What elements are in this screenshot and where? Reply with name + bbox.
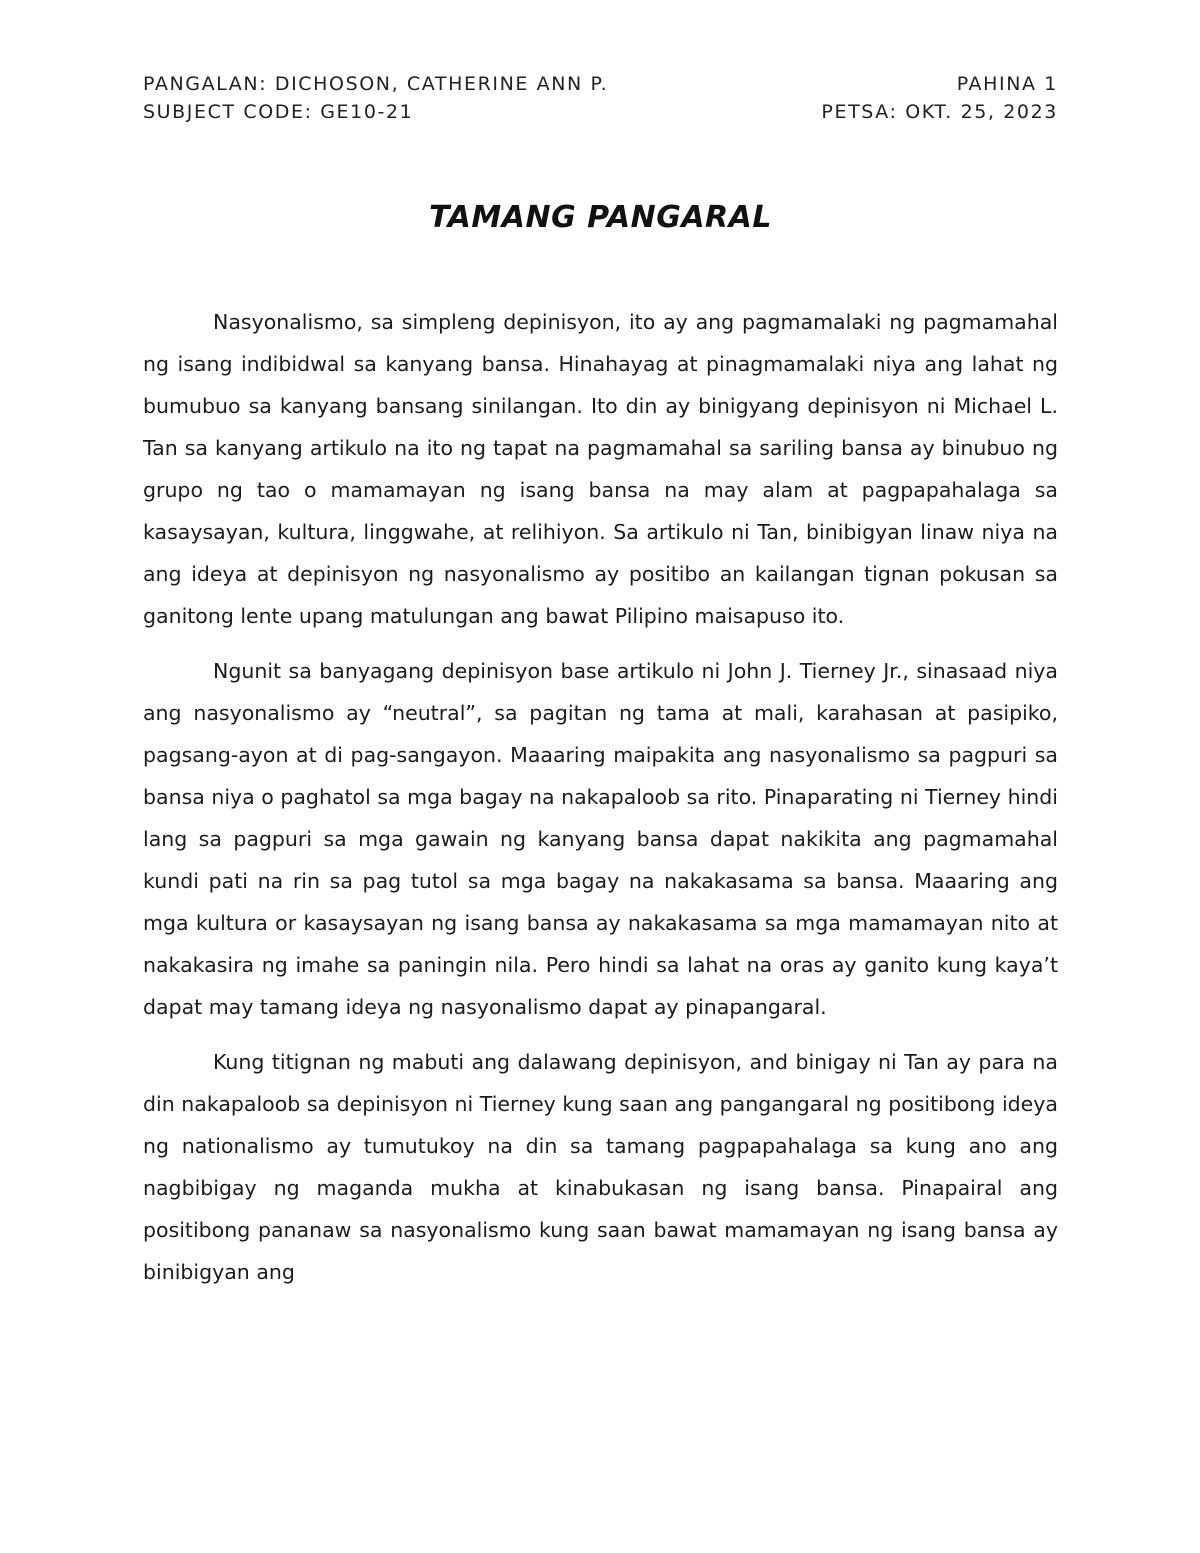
header-row-1	[143, 70, 1058, 98]
document-body	[143, 301, 1058, 1306]
paragraph: Ngunit sa banyagang depinisyon base artikulo ni John J. Tierney Jr., sinasaad niya ang nasyonalismo ay “neutral”, sa pagitan ng tama at mali, karahasan at pasipiko, pagsang-ayon at di pag-sangayon. Maaaring maipakita ang nasyonalismo sa pagpuri sa bansa niya o paghatol sa mga bagay na nakapaloob sa rito. Pinaparating ni Tierney hindi lang sa pagpuri sa mga gawain ng kanyang bansa dapat nakikita ang pagmamahal kundi pati na rin sa pag tutol sa mga bagay na nakakasama sa bansa. Maaaring ang mga kultura or kasaysayan ng isang bansa ay nakakasama sa mga mamamayan nito at nakakasira ng imahe sa paningin nila. Pero hindi sa lahat na oras ay ganito kung kaya’t dapat may tamang ideya ng nasyonalismo dapat ay pinapangaral.	[143, 659, 1058, 1019]
subject-code: SUBJECT CODE: GE10-21	[143, 101, 414, 123]
paragraph: Kung titignan ng mabuti ang dalawang depinisyon, and binigay ni Tan ay para na din nakapaloob sa depinisyon ni Tierney kung saan ang pangangaral ng positibong ideya ng nationalismo ay tumutukoy na din sa tamang pagpapahalaga sa kung ano ang nagbibigay ng maganda mukha at kinabukasan ng isang bansa. Pinapairal ang positibong pananaw sa nasyonalismo kung saan bawat mamamayan ng isang bansa ay binibigyan ang	[143, 1050, 1058, 1284]
document-date: PETSA: OKT. 25, 2023	[821, 101, 1058, 123]
paragraph: Nasyonalismo, sa simpleng depinisyon, ito ay ang pagmamalaki ng pagmamahal ng isang indibidwal sa kanyang bansa. Hinahayag at pinagmamalaki niya ang lahat ng bumubuo sa kanyang bansang sinilangan. Ito din ay binigyang depinisyon ni Michael L. Tan sa kanyang artikulo na ito ng tapat na pagmamahal sa sariling bansa ay binubuo ng grupo ng tao o mamamayan ng isang bansa na may alam at pagpapahalaga sa kasaysayan, kultura, linggwahe, at relihiyon. Sa artikulo ni Tan, binibigyan linaw niya na ang ideya at depinisyon ng nasyonalismo ay positibo an kailangan tignan pokusan sa ganitong lente upang matulungan ang bawat Pilipino maisapuso ito.	[143, 310, 1058, 628]
page-number: PAHINA 1	[956, 73, 1058, 95]
header-row-2	[143, 98, 1058, 126]
student-name: PANGALAN: DICHOSON, CATHERINE ANN P.	[143, 73, 609, 95]
document-title: TAMANG PANGARAL	[429, 200, 772, 235]
document-header	[143, 70, 1058, 126]
